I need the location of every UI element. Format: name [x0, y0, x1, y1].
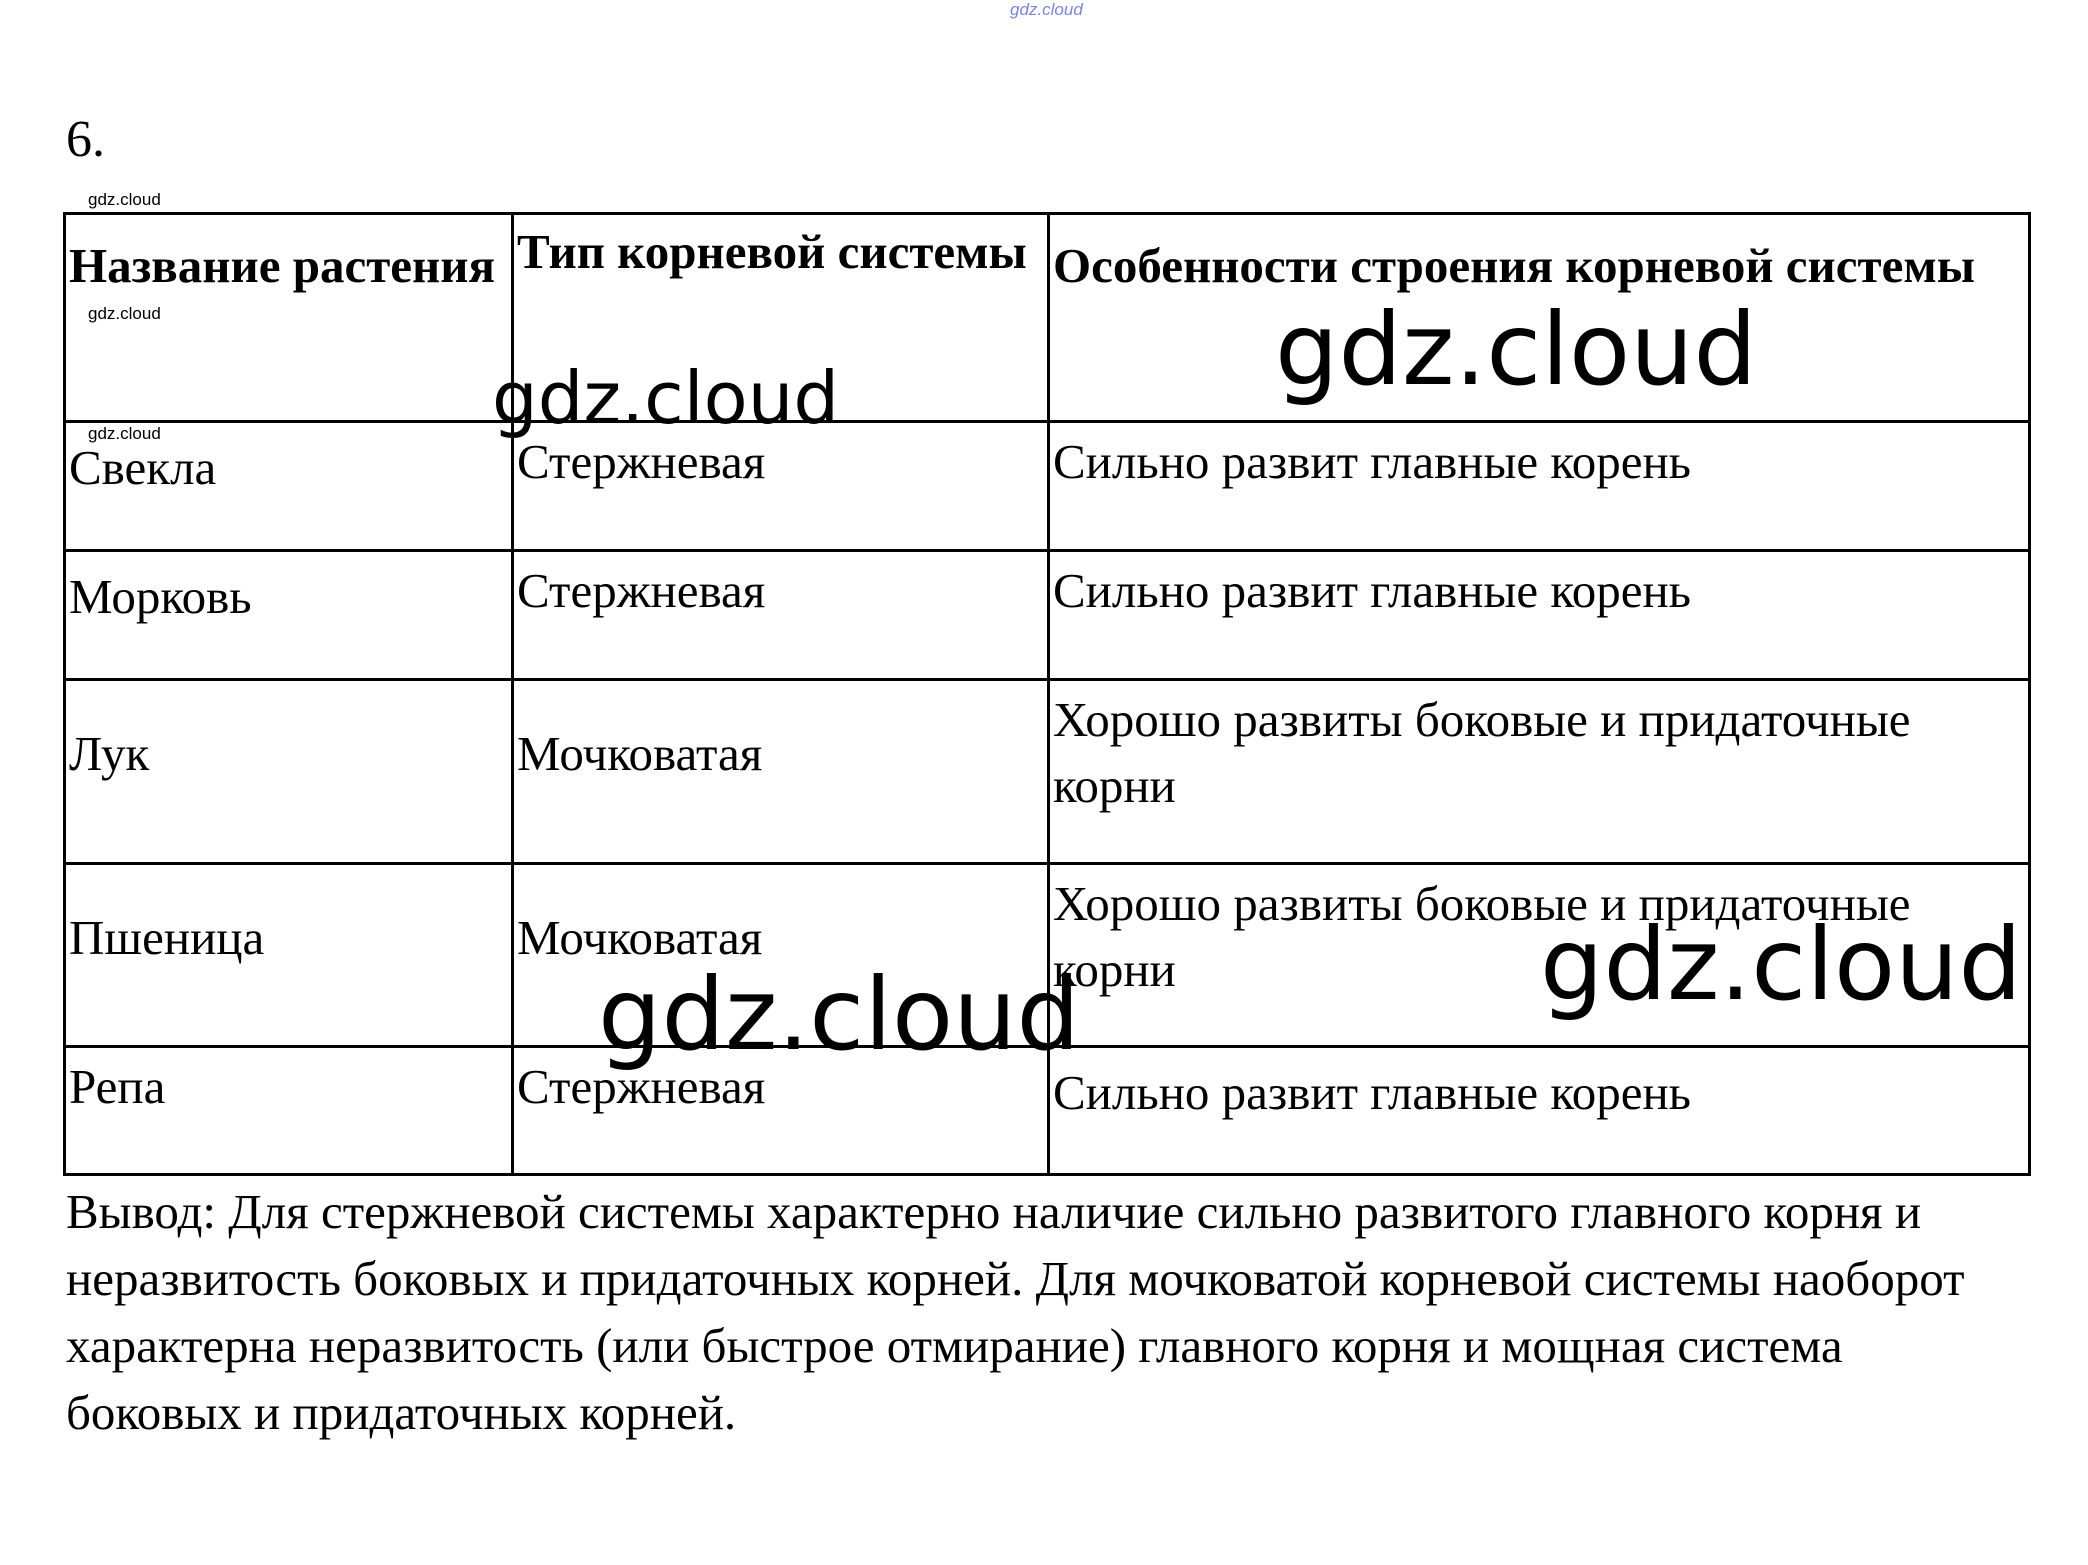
cell-plant: Морковь [65, 551, 513, 680]
cell-plant: Свекла [65, 422, 513, 551]
cell-type: Мочковатая [513, 864, 1049, 1047]
cell-features: Сильно развит главные корень [1049, 1047, 2030, 1175]
top-watermark: gdz.cloud [1010, 0, 1083, 19]
small-watermark: gdz.cloud [88, 304, 161, 323]
task-number: 6. [66, 111, 105, 168]
small-watermark: gdz.cloud [88, 190, 161, 209]
watermark-large: gdz.cloud [492, 356, 840, 440]
cell-type: Мочковатая [513, 680, 1049, 864]
table-row [65, 680, 2030, 864]
conclusion-text: Вывод: Для стержневой системы характерно наличие сильно развитого главного корня и неразвитость боковых и придаточных корней. Для мочковатой корневой системы наоборот характерна неразвитость (или быстрое отмирание) главного корня и мощная система боковых и придаточных корней. [66, 1184, 1965, 1440]
small-watermark: gdz.cloud [88, 424, 161, 443]
watermark-large: gdz.cloud [1275, 291, 1758, 408]
cell-features: Хорошо развиты боковые и придаточные корни [1049, 864, 2030, 1047]
header-root-features: Особенности строения корневой системы [1049, 214, 2030, 422]
header-root-type: Тип корневой системы [513, 214, 1049, 422]
cell-plant: Лук [65, 680, 513, 864]
cell-features: Сильно развит главные корень [1049, 422, 2030, 551]
header-plant-name: Название растения [65, 214, 513, 422]
cell-features: Хорошо развиты боковые и придаточные корни [1049, 680, 2030, 864]
cell-type: Стержневая [513, 1047, 1049, 1175]
cell-type: Стержневая [513, 422, 1049, 551]
cell-plant: Пшеница [65, 864, 513, 1047]
watermark-large: gdz.cloud [598, 956, 1081, 1073]
cell-type: Стержневая [513, 551, 1049, 680]
watermark-large: gdz.cloud [1540, 906, 2023, 1023]
cell-plant: Репа [65, 1047, 513, 1175]
table-row [65, 551, 2030, 680]
cell-features: Сильно развит главные корень [1049, 551, 2030, 680]
table-row [65, 422, 2030, 551]
